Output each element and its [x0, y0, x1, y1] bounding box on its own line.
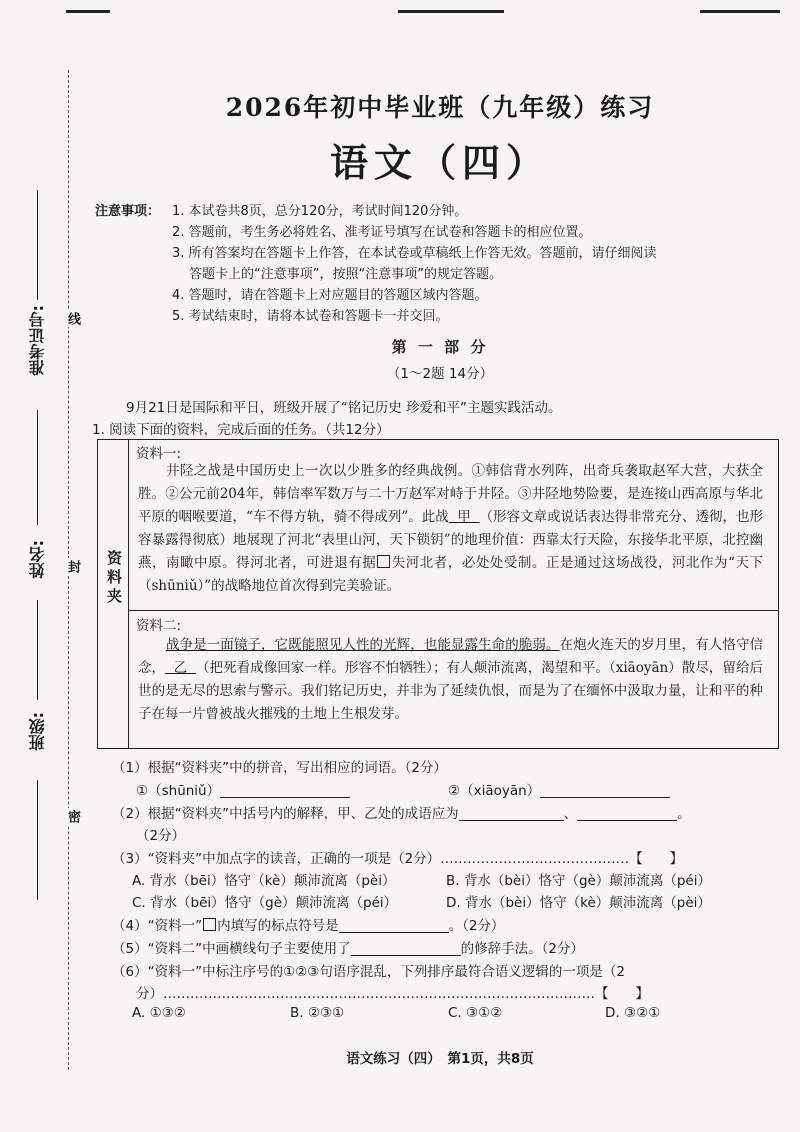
seal-mark-seal: 封 [65, 560, 80, 573]
folder-label: 资料夹 [105, 550, 123, 607]
answer-blank[interactable] [577, 806, 677, 821]
q4-b: 内填写的标点符号是 [217, 918, 339, 934]
m2-part-b: （把死看成像回家一样。形容不怕牺牲）；有人颠沛流离，渴望和平。（xiāoyān）散尽，留给后世的是无尽的思索与警示。我们铭记历史，并非为了延续仇恨，而是为了在缅怀中汲取力量，让和平的种子在每一片曾被战火摧残的土地上生根发芽。 [138, 660, 764, 722]
answer-blank[interactable] [220, 783, 350, 798]
class-blank [37, 600, 38, 700]
page-footer: 语文练习（四） 第1页，共8页 [346, 1051, 534, 1067]
sub-question-3: （3）“资料夹”中加点字的读音，正确的一项是（2分）……………………………………【 】 [112, 851, 684, 867]
sub-question-1: （1）根据“资料夹”中的拼音，写出相应的词语。（2分） [112, 760, 447, 776]
part-title: 第 一 部 分 [391, 338, 489, 356]
option-3-b[interactable]: B. 背水（bèi）恪守（gè）颠沛流离（péi） [446, 873, 711, 889]
notice-item: 5. 考试结束时，请将本试卷和答题卡一并交回。 [172, 309, 449, 324]
option-6-d[interactable]: D. ③②① [605, 1005, 661, 1021]
answer-blank[interactable] [351, 941, 461, 956]
notice-item: 答题卡上的“注意事项”，按照“注意事项”的规定答题。 [189, 267, 502, 282]
notice-item: 3. 所有答案均在答题卡上作答，在本试卷或草稿纸上作答无效。答题前，请仔细阅读 [172, 246, 657, 261]
top-mark [398, 10, 504, 13]
intro-text: 9月21日是国际和平日，班级开展了“铭记历史 珍爱和平”主题实践活动。 [126, 400, 562, 416]
option-3-d[interactable]: D. 背水（bèi）恪守（kè）颠沛流离（pèi） [446, 895, 711, 911]
q5-b: 的修辞手法。（2分） [460, 941, 584, 957]
subject-title: 语文（四） [329, 140, 550, 185]
ticket-label: 准考证号: [28, 305, 47, 376]
option-3-a[interactable]: A. 背水（bēi）恪守（kè）颠沛流离（pèi） [132, 873, 396, 889]
punctuation-box [203, 918, 216, 931]
sub-question-1-b [448, 779, 670, 799]
m1-part-a: 井陉之战是中国历史上一次以少胜多的经典战例。①韩信背水列阵，出奇兵袭取赵军大营，大获全胜。②公元前204年，韩信率军数万与二十万赵军对峙于井陉。③井陉地势险要，是连接山西高原与华北平原的咽喉要道，“车不得方轨，骑不得成列”。此战 [138, 463, 763, 525]
name-blank [37, 410, 38, 525]
q4-a: （4）“资料一” [112, 918, 203, 934]
blank-jia [449, 509, 480, 525]
q2-sep: 、 [563, 806, 578, 822]
q2-end: 。 [677, 806, 691, 822]
blank-jia-label: 甲 [457, 509, 471, 525]
sub-question-4 [112, 914, 504, 934]
notice-label: 注意事项： [95, 204, 161, 219]
q1b-label: ②（xiāoyān） [448, 783, 541, 799]
name-label: 姓名: [28, 540, 47, 579]
m1-part-b: （形容文章或说话表达得非常充分、透彻，也形容暴露得彻底）地展现了河北“表里山河，天下锁钥”的地理价值：西靠太行天险，东接华北平原，北控幽燕，南瞰中原。得河北者，可进退有据 [138, 509, 763, 571]
sub-question-5 [112, 937, 584, 957]
sub-question-6-cont: 分）……………………………………………………………………………………【 】 [136, 986, 649, 1002]
q5-a: （5）“资料二”中画横线句子主要使用了 [112, 941, 351, 957]
option-6-c[interactable]: C. ③①② [448, 1005, 503, 1021]
seal-mark-secret: 密 [65, 810, 80, 823]
material-1-text [138, 460, 763, 598]
option-3-c[interactable]: C. 背水（bēi）恪守（gè）颠沛流离（péi） [132, 895, 398, 911]
top-mark [66, 10, 110, 13]
ticket-blank [37, 190, 38, 300]
notice-item: 4. 答题时，请在答题卡上对应题目的答题区域内答题。 [172, 288, 488, 303]
q1a-label: ①（shūniǔ） [136, 783, 221, 799]
question-1-title: 1. 阅读下面的资料，完成后面的任务。（共12分） [92, 422, 390, 438]
answer-blank[interactable] [339, 918, 449, 933]
underlined-sentence: 战争是一面镜子，它既能照见人性的光辉，也能显露生命的脆弱。 [166, 637, 560, 653]
sub-question-2 [112, 802, 691, 822]
m1-part-c: 失河北者，必处处受制。正是通过这场战役，河北作为“天下（shūniǔ）”的战略地位首次得到完美验证。 [138, 555, 763, 594]
page-title: 2026年初中毕业班（九年级）练习 [225, 93, 655, 122]
sub-question-2-score: （2分） [136, 828, 186, 844]
material-2-title: 资料二: [136, 618, 182, 634]
notice-item: 1. 本试卷共8页，总分120分，考试时间120分钟。 [172, 204, 468, 219]
seal-mark-line: 线 [65, 312, 80, 325]
notice-item: 2. 答题前，考生务必将姓名、准考证号填写在试卷和答题卡的相应位置。 [172, 225, 592, 240]
m2-part-a: 在炮火连天的岁月里，有人恪守信念， [138, 637, 764, 676]
answer-blank[interactable] [540, 783, 670, 798]
blank-yi-label: 乙 [173, 660, 188, 676]
class-label: 班级: [28, 712, 47, 751]
option-6-b[interactable]: B. ②③① [290, 1005, 345, 1021]
material-2 [128, 612, 778, 748]
material-1-title: 资料一: [136, 446, 182, 462]
q2-text: （2）根据“资料夹”中括号内的解释，甲、乙处的成语应为 [112, 806, 459, 822]
sub-question-6: （6）“资料一”中标注序号的①②③句语序混乱，下列排序最符合语义逻辑的一项是（2 [112, 964, 625, 980]
material-folder [97, 439, 779, 749]
class-blank-lower [37, 780, 38, 900]
part-range: （1～2题 14分） [386, 366, 494, 382]
option-6-a[interactable]: A. ①③② [132, 1005, 186, 1021]
q4-c: 。（2分） [448, 918, 505, 934]
blank-yi [165, 660, 196, 676]
punctuation-box [377, 555, 390, 568]
top-mark [700, 10, 780, 13]
material-1 [128, 440, 778, 611]
folder-side-label [98, 440, 129, 748]
material-2-text [138, 634, 763, 726]
sub-question-1-a [136, 779, 350, 799]
answer-blank[interactable] [459, 806, 564, 821]
